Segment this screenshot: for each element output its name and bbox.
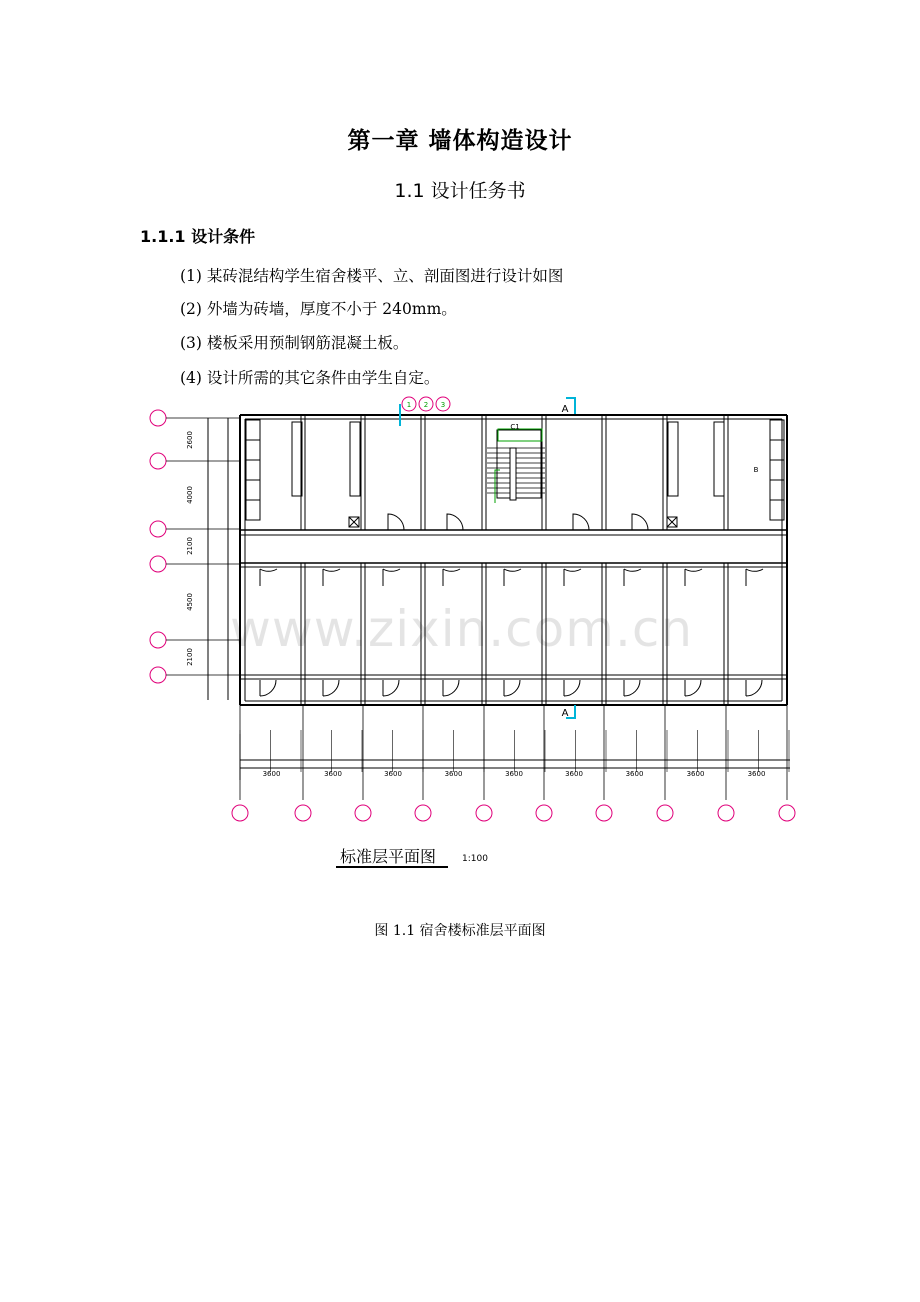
axis-bubble	[150, 410, 166, 426]
section-marker-label: A	[561, 404, 569, 415]
axis-bubble	[232, 805, 248, 821]
dimension-label: 4000	[186, 486, 194, 504]
dimension-label: 3600	[747, 770, 766, 778]
door-arc	[260, 569, 277, 586]
toilet-stall	[246, 420, 260, 440]
dimension-label: 3600	[505, 770, 523, 778]
axis-bubble	[355, 805, 371, 821]
dimension-label: 2600	[186, 431, 194, 449]
plan-scale: 1:100	[462, 854, 488, 864]
axis-bubble	[476, 805, 492, 821]
dimension-label: 3600	[686, 770, 705, 778]
door-arc	[632, 514, 648, 530]
door-arc	[685, 569, 702, 586]
door-arc	[383, 680, 399, 696]
stair-axis-label: 1	[406, 401, 412, 409]
section-marker-label: A	[561, 708, 569, 719]
door-arc	[388, 514, 404, 530]
dimension-label: 3600	[262, 770, 281, 778]
door-arc	[624, 569, 641, 586]
door-arc	[260, 680, 276, 696]
plan-title-underline	[336, 866, 448, 868]
door-arc	[504, 569, 521, 586]
door-arc	[564, 569, 581, 586]
watermark: www.zixin.com.cn	[230, 600, 694, 658]
dimension-label: 4500	[186, 593, 194, 611]
door-arc	[504, 680, 520, 696]
stair-window	[498, 429, 542, 441]
axis-bubble	[415, 805, 431, 821]
axis-bubble	[150, 556, 166, 572]
axis-bubble	[150, 453, 166, 469]
axis-bubble	[596, 805, 612, 821]
door-arc	[443, 680, 459, 696]
door-arc	[573, 514, 589, 530]
dimension-label: 3600	[625, 770, 644, 778]
dimension-label: 3600	[384, 770, 402, 778]
sink-counter	[350, 422, 360, 496]
door-arc	[746, 569, 763, 586]
section-title: 1.1 设计任务书	[394, 180, 526, 202]
axis-bubble	[150, 521, 166, 537]
chapter-title: 第一章 墙体构造设计	[347, 128, 573, 154]
door-arc	[746, 680, 762, 696]
axis-bubble	[657, 805, 673, 821]
door-arc	[383, 569, 400, 586]
axis-bubble	[536, 805, 552, 821]
stair-window-label: C1	[510, 423, 520, 431]
axis-bubble	[150, 632, 166, 648]
stair-axis-label: 3	[440, 401, 446, 409]
axis-bubble	[779, 805, 795, 821]
subsection-title: 1.1.1 设计条件	[140, 227, 256, 246]
door-arc	[323, 680, 339, 696]
door-arc	[443, 569, 460, 586]
door-arc	[685, 680, 701, 696]
sink-counter	[714, 422, 724, 496]
axis-bubble	[150, 667, 166, 683]
sink-counter	[668, 422, 678, 496]
list-item: (1) 某砖混结构学生宿舍楼平、立、剖面图进行设计如图	[180, 267, 564, 285]
list-item: (2) 外墙为砖墙，厚度不小于 240mm。	[180, 300, 457, 318]
axis-bubble	[295, 805, 311, 821]
axis-bubble	[718, 805, 734, 821]
dimension-label: 3600	[565, 770, 583, 778]
stair-well	[510, 448, 516, 500]
dimension-label: 3600	[324, 770, 342, 778]
list-item: (4) 设计所需的其它条件由学生自定。	[180, 369, 440, 387]
toilet-stall	[246, 480, 260, 500]
door-arc	[447, 514, 463, 530]
toilet-stall	[246, 460, 260, 480]
door-arc	[564, 680, 580, 696]
door-arc	[323, 569, 340, 586]
dimension-label: 2100	[186, 537, 194, 555]
list-item: (3) 楼板采用预制钢筋混凝土板。	[180, 334, 409, 352]
toilet-stall	[246, 440, 260, 460]
room-mark-label: B	[753, 466, 759, 474]
door-arc	[624, 680, 640, 696]
stair-axis-label: 2	[423, 401, 429, 409]
dimension-label: 3600	[444, 770, 463, 778]
figure-caption: 图 1.1 宿舍楼标准层平面图	[374, 923, 546, 939]
plan-title: 标准层平面图	[340, 847, 437, 866]
dimension-label: 2100	[186, 648, 194, 666]
toilet-stall	[246, 500, 260, 520]
